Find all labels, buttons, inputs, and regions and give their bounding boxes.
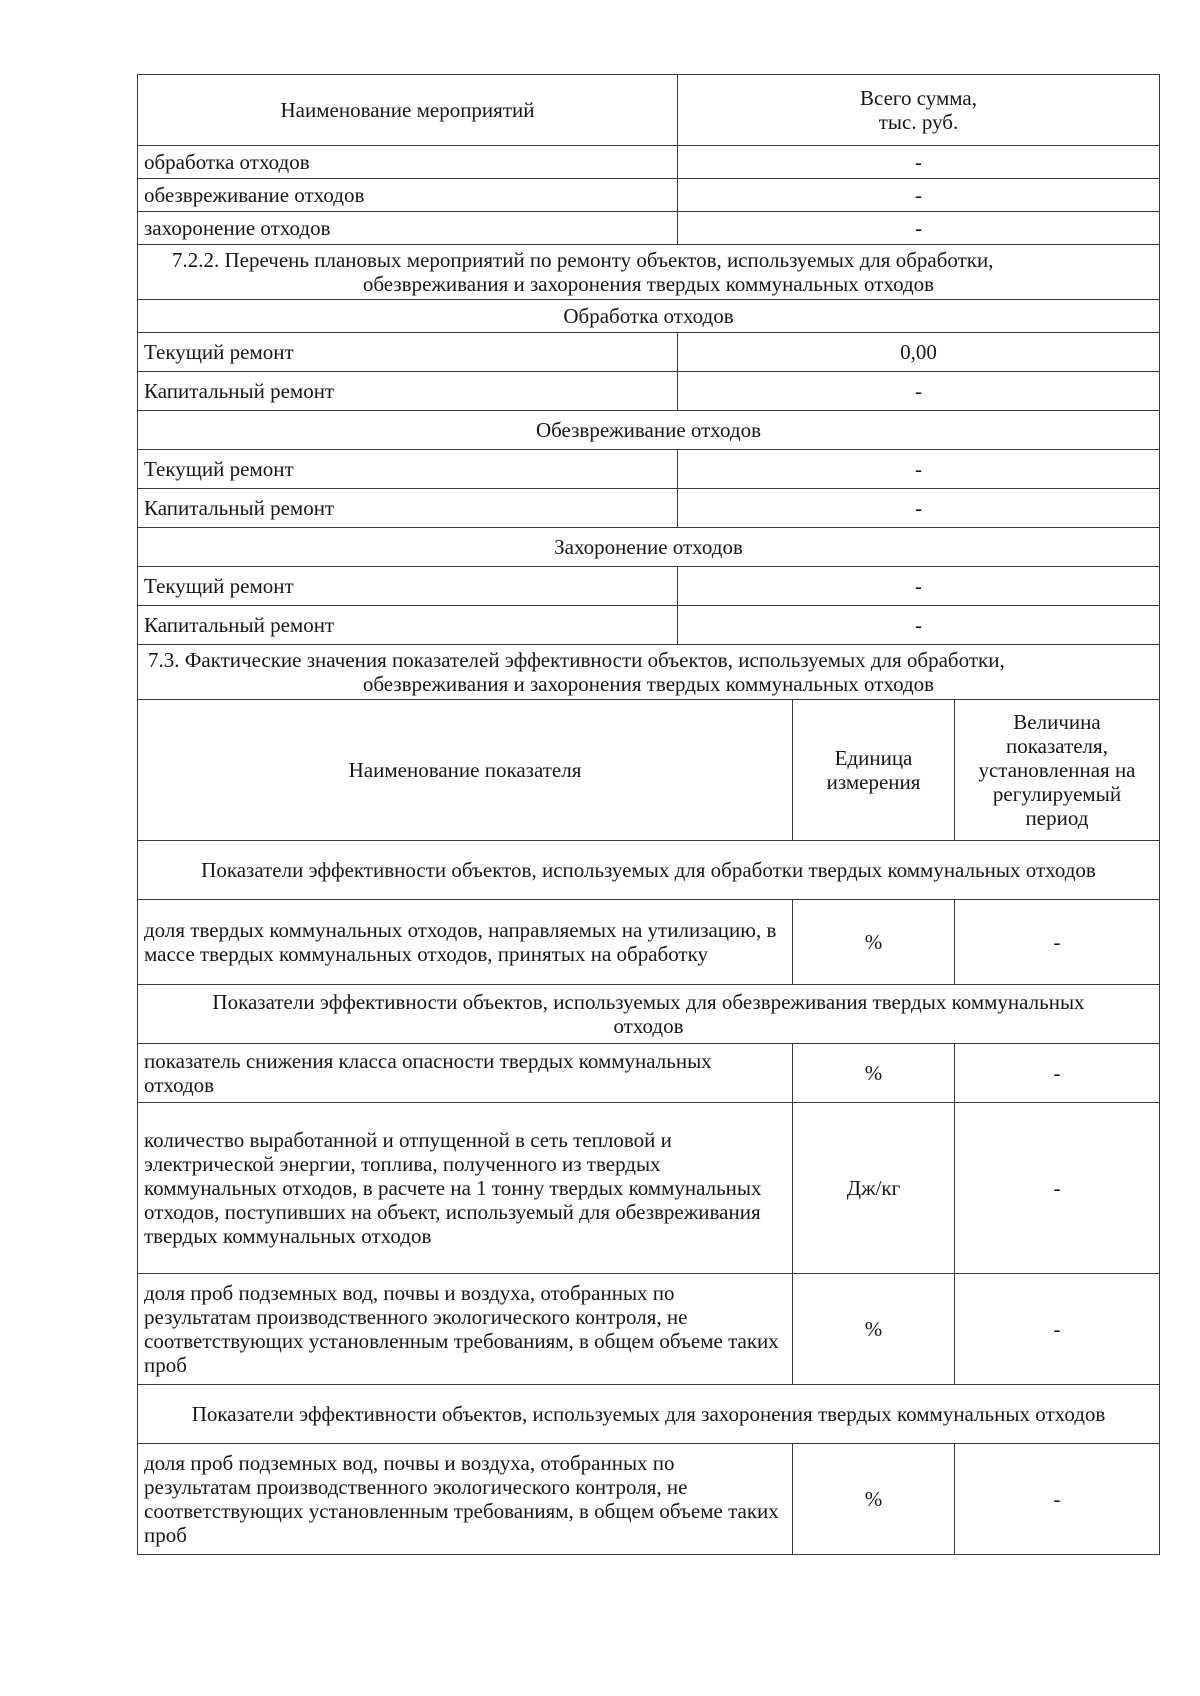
- table-row: [138, 333, 1160, 372]
- group-title-processing-indicators: Показатели эффективности объектов, используемых для обработки твердых коммунальных отходов: [138, 841, 1160, 900]
- header-measure-name: Наименование мероприятий: [138, 75, 678, 146]
- row-value: -: [678, 146, 1160, 179]
- indicator-value: -: [955, 1103, 1160, 1274]
- group-title-row: [138, 1385, 1160, 1444]
- row-name: обезвреживание отходов: [138, 179, 678, 212]
- table-row: [138, 450, 1160, 489]
- row-value: -: [678, 212, 1160, 245]
- group-title-burial-indicators: Показатели эффективности объектов, используемых для захоронения твердых коммунальных отходов: [138, 1385, 1160, 1444]
- row-value: -: [678, 489, 1160, 528]
- document-page: [137, 74, 1159, 1555]
- row-value: -: [678, 606, 1160, 645]
- indicator-unit: %: [793, 900, 955, 985]
- group-title-neutralization-indicators: Показатели эффективности объектов, используемых для обезвреживания твердых коммунальных отходов: [138, 985, 1160, 1044]
- table-row: [138, 146, 1160, 179]
- indicator-name: количество выработанной и отпущенной в сеть тепловой и электрической энергии, топлива, полученного из твердых коммунальных отходов, в расчете на 1 тонну твердых коммунальных отходов, поступивших на объект, используемый для обезвреживания твердых коммунальных отходов: [138, 1103, 793, 1274]
- indicator-value: -: [955, 1274, 1160, 1385]
- table-row: [138, 606, 1160, 645]
- indicator-name: доля проб подземных вод, почвы и воздуха, отобранных по результатам производственного экологического контроля, не соответствующих установленным требованиям, в общем объеме таких проб: [138, 1444, 793, 1555]
- row-value: -: [678, 372, 1160, 411]
- header-value: Величина показателя, установленная на регулируемый период: [955, 700, 1160, 841]
- header-unit: Единица измерения: [793, 700, 955, 841]
- row-name: Текущий ремонт: [138, 333, 678, 372]
- group-title-row: [138, 985, 1160, 1044]
- row-value: 0,00: [678, 333, 1160, 372]
- indicators-header-row: [138, 700, 1160, 841]
- indicator-name: доля проб подземных вод, почвы и воздуха, отобранных по результатам производственного экологического контроля, не соответствующих установленным требованиям, в общем объеме таких проб: [138, 1274, 793, 1385]
- group-title-burial: Захоронение отходов: [138, 528, 1160, 567]
- indicators-table: [137, 700, 1160, 1555]
- table-row: [138, 212, 1160, 245]
- section-73-title-line2: обезвреживания и захоронения твердых коммунальных отходов: [362, 672, 935, 696]
- row-name: Текущий ремонт: [138, 567, 678, 606]
- section-722-title-row: [138, 245, 1160, 300]
- row-name: Текущий ремонт: [138, 450, 678, 489]
- section-722-title-line2: обезвреживания и захоронения твердых коммунальных отходов: [362, 272, 935, 296]
- group-title-row: [138, 841, 1160, 900]
- indicator-value: -: [955, 1044, 1160, 1103]
- row-name: Капитальный ремонт: [138, 606, 678, 645]
- header-indicator-name: Наименование показателя: [138, 700, 793, 841]
- row-name: Капитальный ремонт: [138, 372, 678, 411]
- indicator-value: -: [955, 1444, 1160, 1555]
- table-row: [138, 179, 1160, 212]
- table-row: [138, 1044, 1160, 1103]
- indicator-name: показатель снижения класса опасности твердых коммунальных отходов: [138, 1044, 793, 1103]
- measures-table: [137, 74, 1160, 700]
- row-name: Капитальный ремонт: [138, 489, 678, 528]
- indicator-unit: %: [793, 1044, 955, 1103]
- section-73-title-line1: 7.3. Фактические значения показателей эффективности объектов, используемых для обработки,: [148, 648, 1005, 672]
- row-value: -: [678, 179, 1160, 212]
- group-title-row: [138, 300, 1160, 333]
- group-title-row: [138, 411, 1160, 450]
- row-value: -: [678, 567, 1160, 606]
- section-722-title-line1: 7.2.2. Перечень плановых мероприятий по ремонту объектов, используемых для обработки,: [172, 248, 994, 272]
- row-value: -: [678, 450, 1160, 489]
- group-title-neutralization: Обезвреживание отходов: [138, 411, 1160, 450]
- group-title-row: [138, 528, 1160, 567]
- row-name: обработка отходов: [138, 146, 678, 179]
- header-total-sum: Всего сумма, тыс. руб.: [678, 75, 1160, 146]
- table-row: [138, 1103, 1160, 1274]
- indicator-unit: %: [793, 1444, 955, 1555]
- row-name: захоронение отходов: [138, 212, 678, 245]
- indicator-name: доля твердых коммунальных отходов, направляемых на утилизацию, в массе твердых коммунальных отходов, принятых на обработку: [138, 900, 793, 985]
- table-row: [138, 900, 1160, 985]
- group-title-processing: Обработка отходов: [138, 300, 1160, 333]
- table-row: [138, 372, 1160, 411]
- indicator-value: -: [955, 900, 1160, 985]
- indicator-unit: %: [793, 1274, 955, 1385]
- measures-header-row: [138, 75, 1160, 146]
- table-row: [138, 1274, 1160, 1385]
- section-73-title-row: [138, 645, 1160, 700]
- table-row: [138, 1444, 1160, 1555]
- table-row: [138, 567, 1160, 606]
- table-row: [138, 489, 1160, 528]
- indicator-unit: Дж/кг: [793, 1103, 955, 1274]
